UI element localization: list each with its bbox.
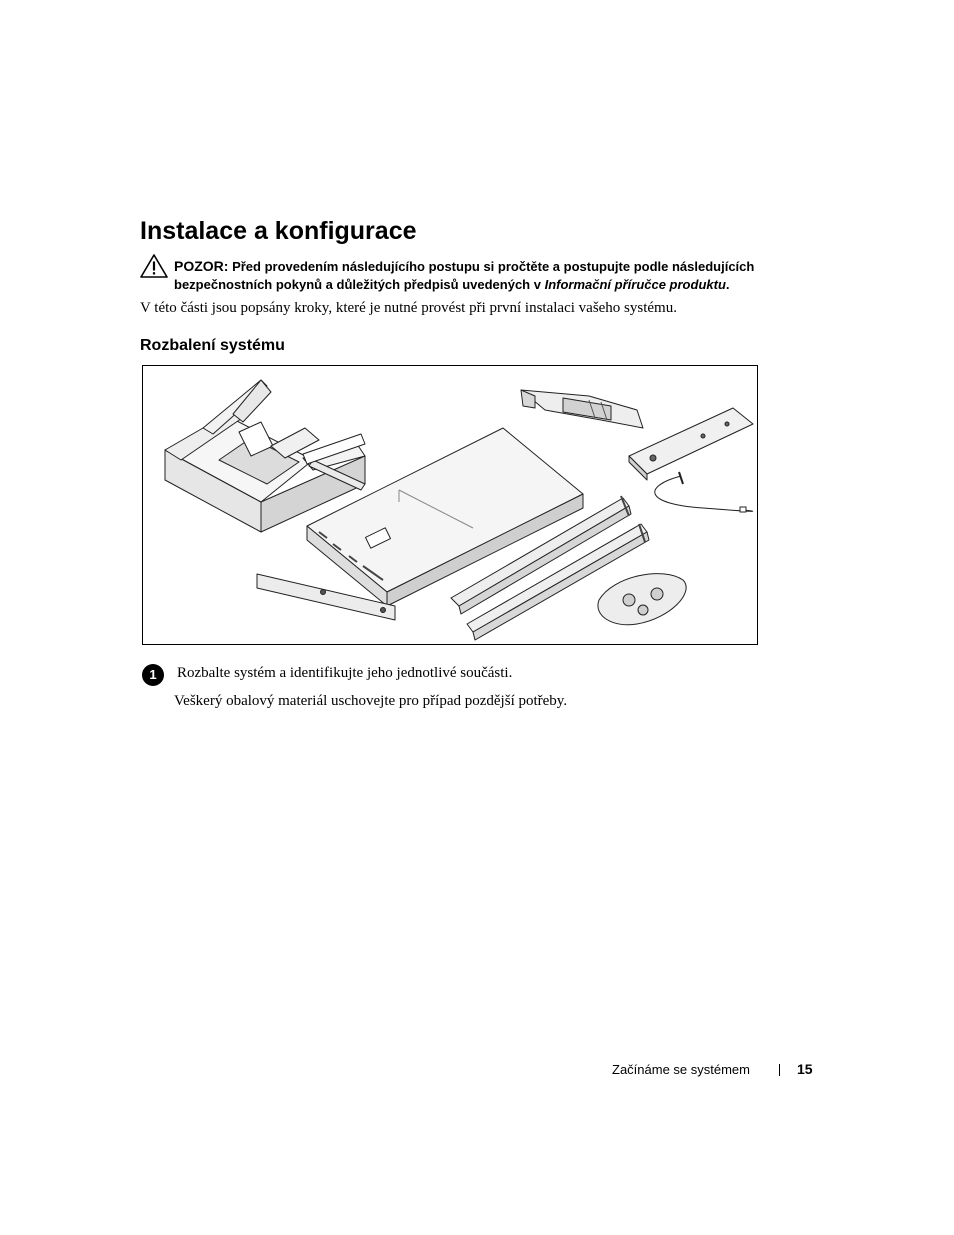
shipping-box-illustration [165,380,365,532]
step-note: Veškerý obalový materiál uschovejte pro případ pozdější potřeby. [174,693,568,709]
page-title: Instalace a konfigurace [140,217,417,245]
caution-body: Před provedením následujícího postupu si pročtěte a postupujte podle následujících bezpečnostních pokynů a důležitých předpisů uvedených v [174,259,755,292]
cable-arm-illustration [521,390,643,428]
page-number: 15 [797,1061,813,1077]
cable-illustration [655,472,753,512]
caution-tail: . [725,277,730,292]
section-heading: Rozbalení systému [140,337,285,354]
footer-divider [779,1064,780,1076]
step-instruction: Rozbalte systém a identifikujte jeho jednotlivé součásti. [177,665,513,681]
step-number-badge: 1 [142,664,164,686]
caution-label: POZOR: [174,258,229,274]
footer-section-title: Začínáme se systémem [612,1062,750,1077]
mounting-bracket-illustration [629,408,753,480]
warning-triangle-icon [140,254,168,278]
unpacking-illustration [142,365,758,645]
accessory-bag-illustration [598,574,686,625]
caution-notice [174,257,814,294]
intro-paragraph: V této části jsou popsány kroky, které je nutné provést při první instalaci vašeho systému. [140,300,677,316]
caution-reference: Informační příručce produktu [544,277,726,292]
